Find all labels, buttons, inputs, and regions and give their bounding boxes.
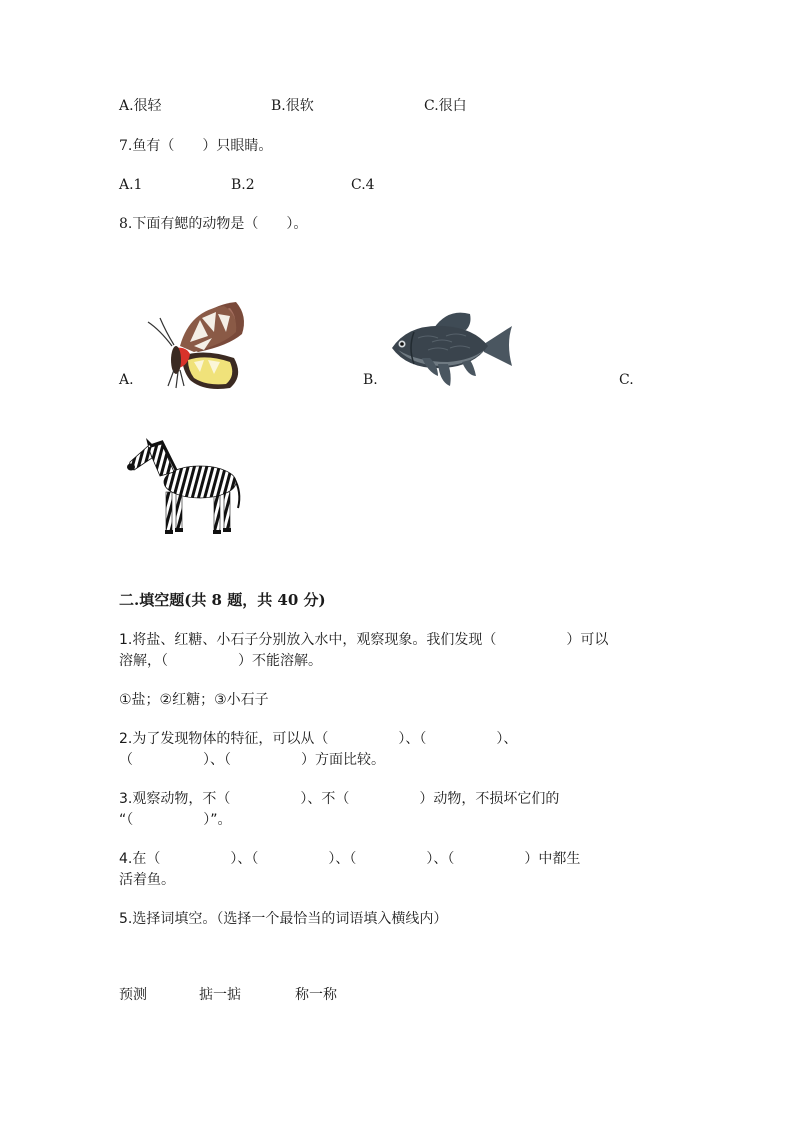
- fill-q1-line1: 1.将盐、红糖、小石子分别放入水中，观察现象。我们发现（ ）可以: [119, 632, 609, 648]
- q7-option-b: B.2: [231, 177, 255, 193]
- butterfly-icon: [138, 296, 250, 392]
- fill-q3-line1: 3.观察动物，不（ ）、不（ ）动物，不损坏它们的: [119, 791, 560, 807]
- fill-q3-line2: “（ ）”。: [119, 812, 232, 828]
- q6-option-c: C.很白: [424, 98, 467, 114]
- fill-q2-line2: （ ）、（ ）方面比较。: [119, 752, 385, 768]
- q8-stem: 8.下面有鳃的动物是（ ）。: [119, 216, 308, 232]
- word-option: 掂一掂: [199, 987, 241, 1003]
- fill-q1-note: ①盐；②红糖；③小石子: [119, 692, 269, 708]
- fill-q2-line1: 2.为了发现物体的特征，可以从（ ）、（ ）、: [119, 731, 518, 747]
- q6-option-b: B.很软: [271, 98, 314, 114]
- q8-option-b-label: B.: [363, 372, 378, 388]
- fill-q4-line2: 活着鱼。: [119, 872, 175, 888]
- fish-icon: [388, 308, 516, 388]
- fill-q5-stem: 5.选择词填空。（选择一个最恰当的词语填入横线内）: [119, 911, 448, 927]
- q7-option-a: A.1: [119, 177, 143, 193]
- word-option: 预测: [119, 987, 147, 1003]
- fill-q4-line1: 4.在（ ）、（ ）、（ ）、（ ）中都生: [119, 851, 581, 867]
- q6-option-a: A.很轻: [119, 98, 162, 114]
- zebra-icon: [126, 438, 246, 538]
- word-option: 称一称: [295, 987, 337, 1003]
- q7-option-c: C.4: [351, 177, 375, 193]
- fill-q1-line2: 溶解，（ ）不能溶解。: [119, 653, 322, 669]
- section-title: 二.填空题(共 8 题，共 40 分): [119, 591, 326, 609]
- q8-option-c-label: C.: [619, 372, 634, 388]
- q7-stem: 7.鱼有（ ）只眼睛。: [119, 138, 273, 154]
- q8-option-a-label: A.: [119, 372, 134, 388]
